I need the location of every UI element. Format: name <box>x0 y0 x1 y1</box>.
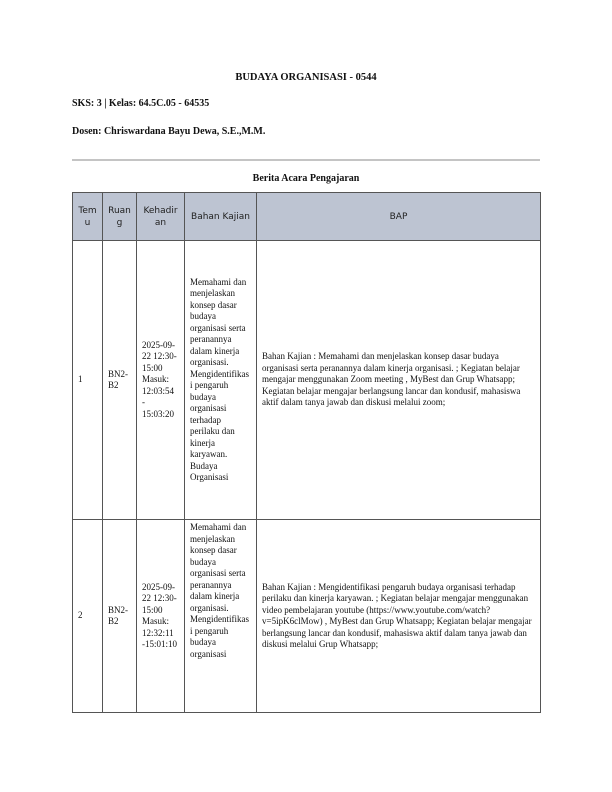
teaching-report-table <box>72 192 541 713</box>
cell-bahan-kajian: Memahami dan menjelaskan konsep dasar budaya organisasi serta peranannya dalam kinerja organisasi. Mengidentifikasi pengaruh budaya organisasi terhadap perilaku dan kinerja karyawan. Budaya Organisasi <box>185 241 257 520</box>
course-title: BUDAYA ORGANISASI - 0544 <box>235 72 377 83</box>
cell-temu: 2 <box>73 520 103 713</box>
cell-bap: Bahan Kajian : Mengidentifikasi pengaruh budaya organisasi terhadap perilaku dan kinerja karyawan. ; Kegiatan belajar mengajar menggunakan video pembelajaran youtube (https://www.youtube.com/watch?v=5ipK6clMow) , MyBest dan Grup Whatsapp; Kegiatan belajar mengajar berlangsung lancar dan kondusif, mahasiswa aktif dalam tanya jawab dan diskusi melalui Grup Whatsapp; <box>257 520 541 713</box>
cell-kehadiran: 2025-09-22 12:30-15:00 Masuk: 12:32:11 -15:01:10 <box>137 520 185 713</box>
cell-temu: 1 <box>73 241 103 520</box>
cell-kehadiran: 2025-09-22 12:30-15:00 Masuk: 12:03:54 - 15:03:20 <box>137 241 185 520</box>
header-bap: BAP <box>257 193 541 241</box>
course-sks-class: SKS: 3 | Kelas: 64.5C.05 - 64535 <box>72 98 210 109</box>
header-bahan-kajian: Bahan Kajian <box>185 193 257 241</box>
header-kehadiran: Kehadiran <box>137 193 185 241</box>
table-header-row <box>73 193 541 241</box>
cell-bahan-kajian-text: Memahami dan menjelaskan konsep dasar budaya organisasi serta peranannya dalam kinerja organisasi. Mengidentifikasi pengaruh budaya organisasi <box>190 522 249 659</box>
header-ruang: Ruang <box>103 193 137 241</box>
cell-ruang: BN2-B2 <box>103 520 137 713</box>
table-row <box>73 241 541 520</box>
cell-bap: Bahan Kajian : Memahami dan menjelaskan konsep dasar budaya organisasi serta peranannya dalam kinerja organisasi. ; Kegiatan belajar mengajar menggunakan Zoom meeting , MyBest dan Grup Whatsapp; Kegiatan belajar mengajar berlangsung lancar dan kondusif, mahasiswa aktif dalam tanya jawab dan diskusi melalui zoom; <box>257 241 541 520</box>
table-row <box>73 520 541 713</box>
table-title: Berita Acara Pengajaran <box>252 173 360 184</box>
cell-ruang: BN2-B2 <box>103 241 137 520</box>
header-temu: Temu <box>73 193 103 241</box>
course-lecturer: Dosen: Chriswardana Bayu Dewa, S.E.,M.M. <box>72 126 266 137</box>
cell-bahan-kajian <box>185 520 257 713</box>
section-divider <box>72 159 540 161</box>
